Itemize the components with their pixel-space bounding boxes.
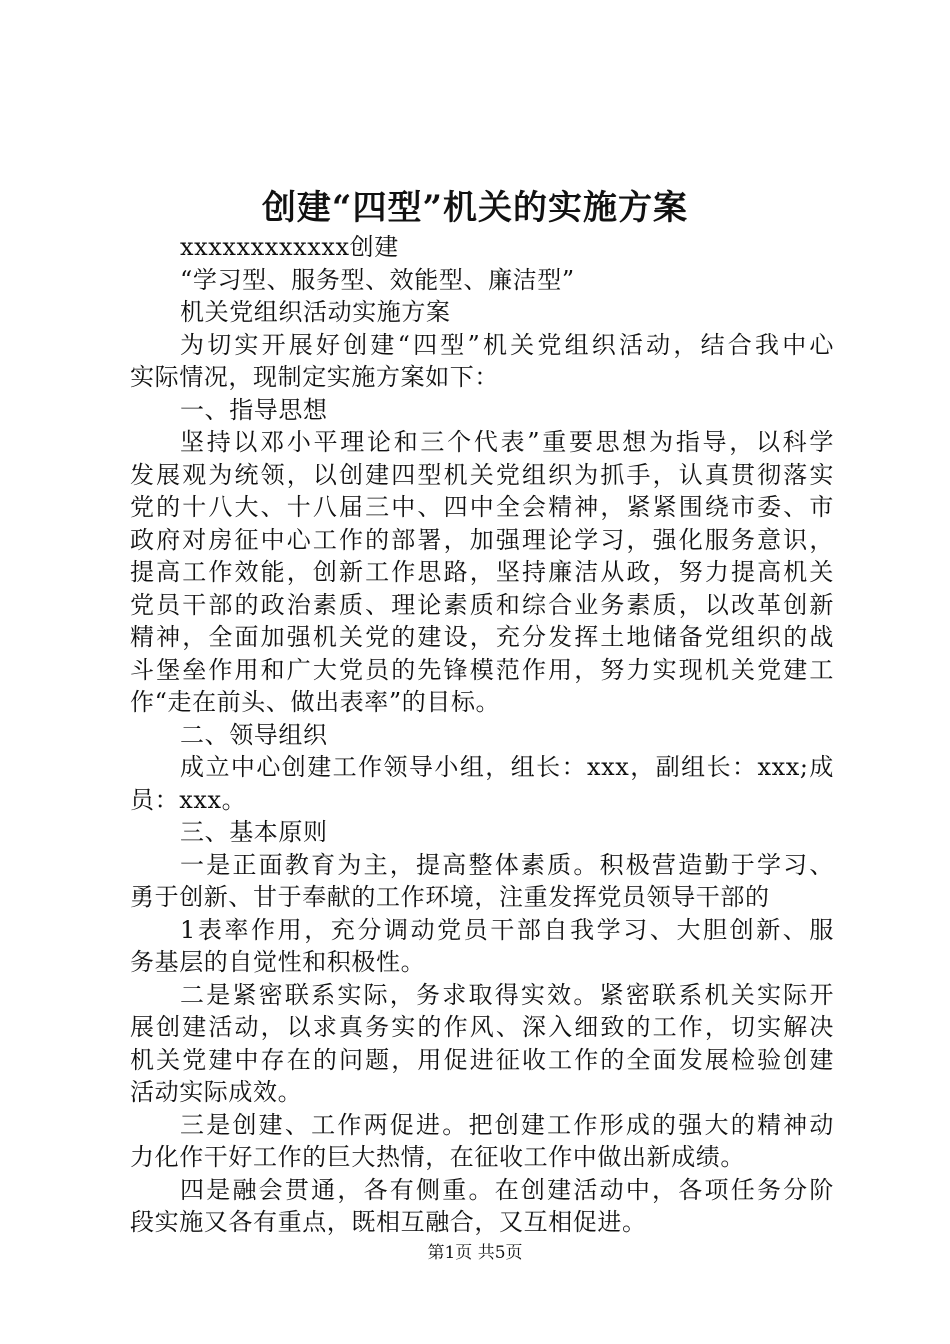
body-line: 政府对房征中心工作的部署，加强理论学习，强化服务意识， (130, 525, 834, 554)
body-line: 勇于创新、甘于奉献的工作环境，注重发挥党员领导干部的 (130, 883, 770, 911)
body-line: 员：xxx。 (130, 785, 247, 814)
body-line: 机关党组织活动实施方案 (180, 298, 451, 326)
body-line: 实际情况，现制定实施方案如下： (130, 363, 499, 391)
body-line: 作“走在前头、做出表率”的目标。 (130, 688, 501, 716)
body-line: 三是创建、工作两促进。把创建工作形成的强大的精神动 (180, 1110, 834, 1139)
body-line: 一、指导思想 (180, 395, 328, 424)
body-line: 三、基本原则 (180, 818, 328, 846)
document-body (130, 231, 834, 1239)
body-line: 提高工作效能，创新工作思路，坚持廉洁从政，努力提高机关 (130, 558, 834, 586)
body-line: 四是融会贯通，各有侧重。在创建活动中，各项任务分阶 (180, 1175, 834, 1204)
body-line: xxxxxxxxxxxx创建 (180, 233, 399, 261)
body-line: 二是紧密联系实际，务求取得实效。紧密联系机关实际开 (180, 980, 834, 1009)
body-line: 1表率作用，充分调动党员干部自我学习、大胆创新、服 (180, 915, 834, 944)
body-line: 一是正面教育为主，提高整体素质。积极营造勤于学习、 (180, 850, 834, 879)
document-title: 创建“四型”机关的实施方案 (261, 188, 689, 228)
body-line: 党的十八大、十八届三中、四中全会精神，紧紧围绕市委、市 (130, 493, 834, 521)
body-line: 党员干部的政治素质、理论素质和综合业务素质，以改革创新 (130, 590, 834, 619)
page-footer: 第1页 共5页 (427, 1243, 523, 1263)
body-line: 力化作干好工作的巨大热情，在征收工作中做出新成绩。 (130, 1143, 745, 1171)
body-line: 精神，全面加强机关党的建设，充分发挥土地储备党组织的战 (130, 623, 834, 651)
body-line: 为切实开展好创建“四型”机关党组织活动，结合我中心 (180, 330, 834, 359)
body-line: 展创建活动，以求真务实的作风、深入细致的工作，切实解决 (130, 1013, 834, 1041)
body-line: “学习型、服务型、效能型、廉洁型” (180, 265, 575, 294)
body-line: 成立中心创建工作领导小组，组长：xxx，副组长：xxx;成 (180, 753, 834, 781)
body-line: 二、领导组织 (180, 720, 328, 749)
body-line: 段实施又各有重点，既相互融合，又互相促进。 (130, 1208, 647, 1236)
body-line: 发展观为统领，以创建四型机关党组织为抓手，认真贯彻落实 (130, 460, 834, 489)
body-line: 斗堡垒作用和广大党员的先锋模范作用，努力实现机关党建工 (130, 655, 834, 684)
body-line: 务基层的自觉性和积极性。 (130, 948, 426, 976)
body-line: 活动实际成效。 (130, 1078, 303, 1106)
body-line: 坚持以邓小平理论和三个代表”重要思想为指导，以科学 (180, 428, 834, 456)
body-line: 机关党建中存在的问题，用促进征收工作的全面发展检验创建 (130, 1045, 834, 1074)
